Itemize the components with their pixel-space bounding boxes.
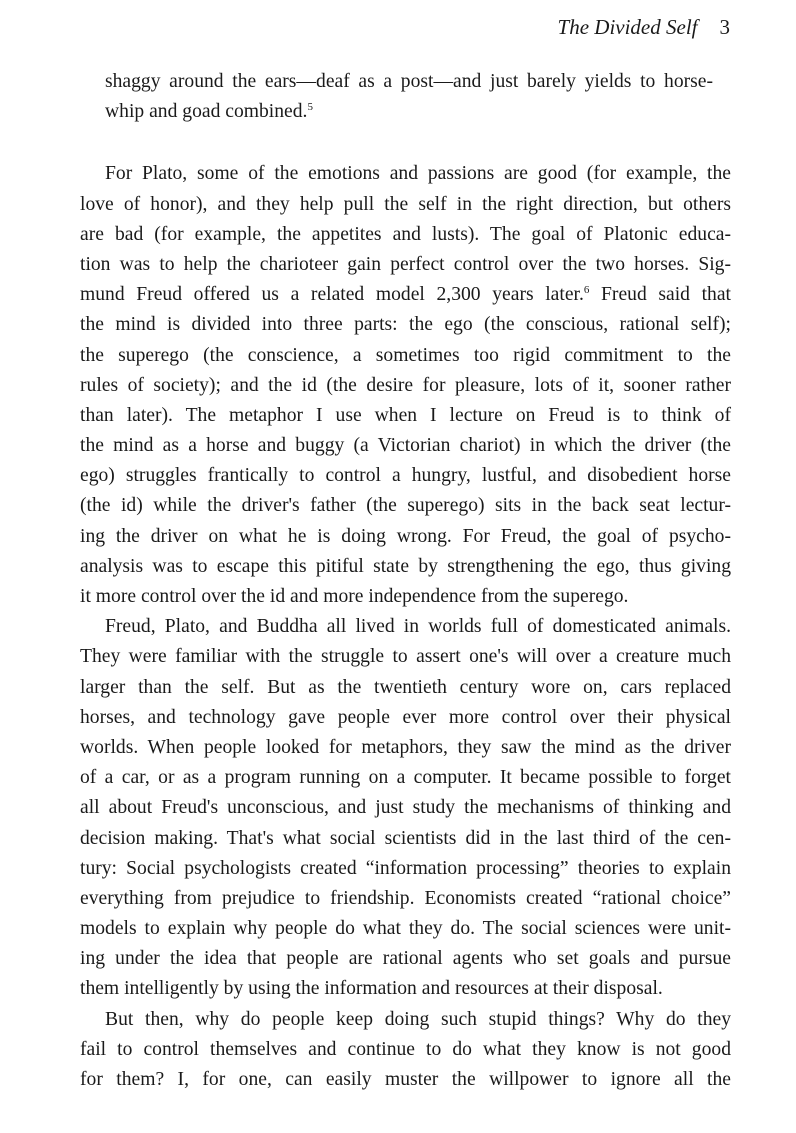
text-line: the mind is divided into three parts: the ego (the conscious, rational self);	[80, 314, 731, 336]
text-line: (the id) while the driver's father (the superego) sits in the back seat lectur-	[80, 495, 731, 517]
text-line: models to explain why people do what they do. The social sciences were unit-	[80, 918, 731, 940]
page-number: 3	[719, 15, 730, 39]
text-line: the mind as a horse and buggy (a Victorian chariot) in which the driver (the	[80, 435, 731, 457]
text-line: They were familiar with the struggle to assert one's will over a creature much	[80, 646, 731, 668]
text-line: the superego (the conscience, a sometimes too rigid commitment to the	[80, 344, 731, 366]
text-line: analysis was to escape this pitiful state by strengthening the ego, thus giving	[80, 555, 731, 577]
footnote-marker[interactable]: 6	[583, 284, 590, 297]
text-line: ing under the idea that people are rational agents who set goals and pursue	[80, 948, 731, 970]
text-line: Freud, Plato, and Buddha all lived in worlds full of domesticated animals.	[105, 616, 731, 638]
text-line: ing the driver on what he is doing wrong. For Freud, the goal of psycho-	[80, 525, 731, 547]
text-line: fail to control themselves and continue to do what they know is not good	[80, 1038, 731, 1060]
block-quote	[80, 67, 731, 127]
text-line: mund Freud offered us a related model 2,300 years later.$^6$ Freud said that	[80, 284, 731, 306]
footnote-marker[interactable]: 5	[307, 101, 313, 114]
text-line: ego) struggles frantically to control a hungry, lustful, and disobedient horse	[80, 465, 731, 487]
text-line: them intelligently by using the information and resources at their disposal.	[80, 978, 663, 1000]
text-line: whip and goad combined.$^5$	[105, 101, 313, 123]
section-gap	[80, 127, 731, 159]
text-line: for them? I, for one, can easily muster the willpower to ignore all the	[80, 1069, 731, 1090]
running-title: The Divided Self	[557, 15, 698, 39]
text-line: horses, and technology gave people ever more control over their physical	[80, 706, 731, 728]
text-line: than later). The metaphor I use when I lecture on Freud is to think of	[80, 404, 731, 426]
text-line: all about Freud's unconscious, and just study the mechanisms of thinking and	[80, 797, 731, 819]
text-line: it more control over the id and more independence from the superego.	[80, 586, 629, 607]
paragraph	[80, 159, 731, 612]
body-text	[80, 67, 731, 1095]
text-line: larger than the self. But as the twentieth century wore on, cars replaced	[80, 676, 731, 698]
running-head	[558, 12, 730, 42]
text-line: tury: Social psychologists created “information processing” theories to explain	[80, 857, 731, 879]
text-line: tion was to help the charioteer gain perfect control over the two horses. Sig-	[80, 253, 731, 275]
text-line: For Plato, some of the emotions and passions are good (for example, the	[105, 163, 731, 185]
paragraph	[80, 612, 731, 1004]
text-line: shaggy around the ears—deaf as a post—and just barely yields to horse-	[105, 71, 713, 92]
text-line: love of honor), and they help pull the self in the right direction, but others	[80, 193, 731, 215]
text-line: are bad (for example, the appetites and lusts). The goal of Platonic educa-	[80, 223, 731, 245]
text-line: worlds. When people looked for metaphors, they saw the mind as the driver	[80, 736, 731, 758]
text-line: of a car, or as a program running on a computer. It became possible to forget	[80, 767, 731, 789]
text-line: decision making. That's what social scientists did in the last third of the cen-	[80, 827, 731, 849]
text-line: everything from prejudice to friendship. Economists created “rational choice”	[80, 887, 731, 909]
text-line: But then, why do people keep doing such stupid things? Why do they	[105, 1008, 731, 1030]
text-line: rules of society); and the id (the desire for pleasure, lots of it, sooner rather	[80, 374, 731, 396]
paragraph	[80, 1005, 731, 1096]
